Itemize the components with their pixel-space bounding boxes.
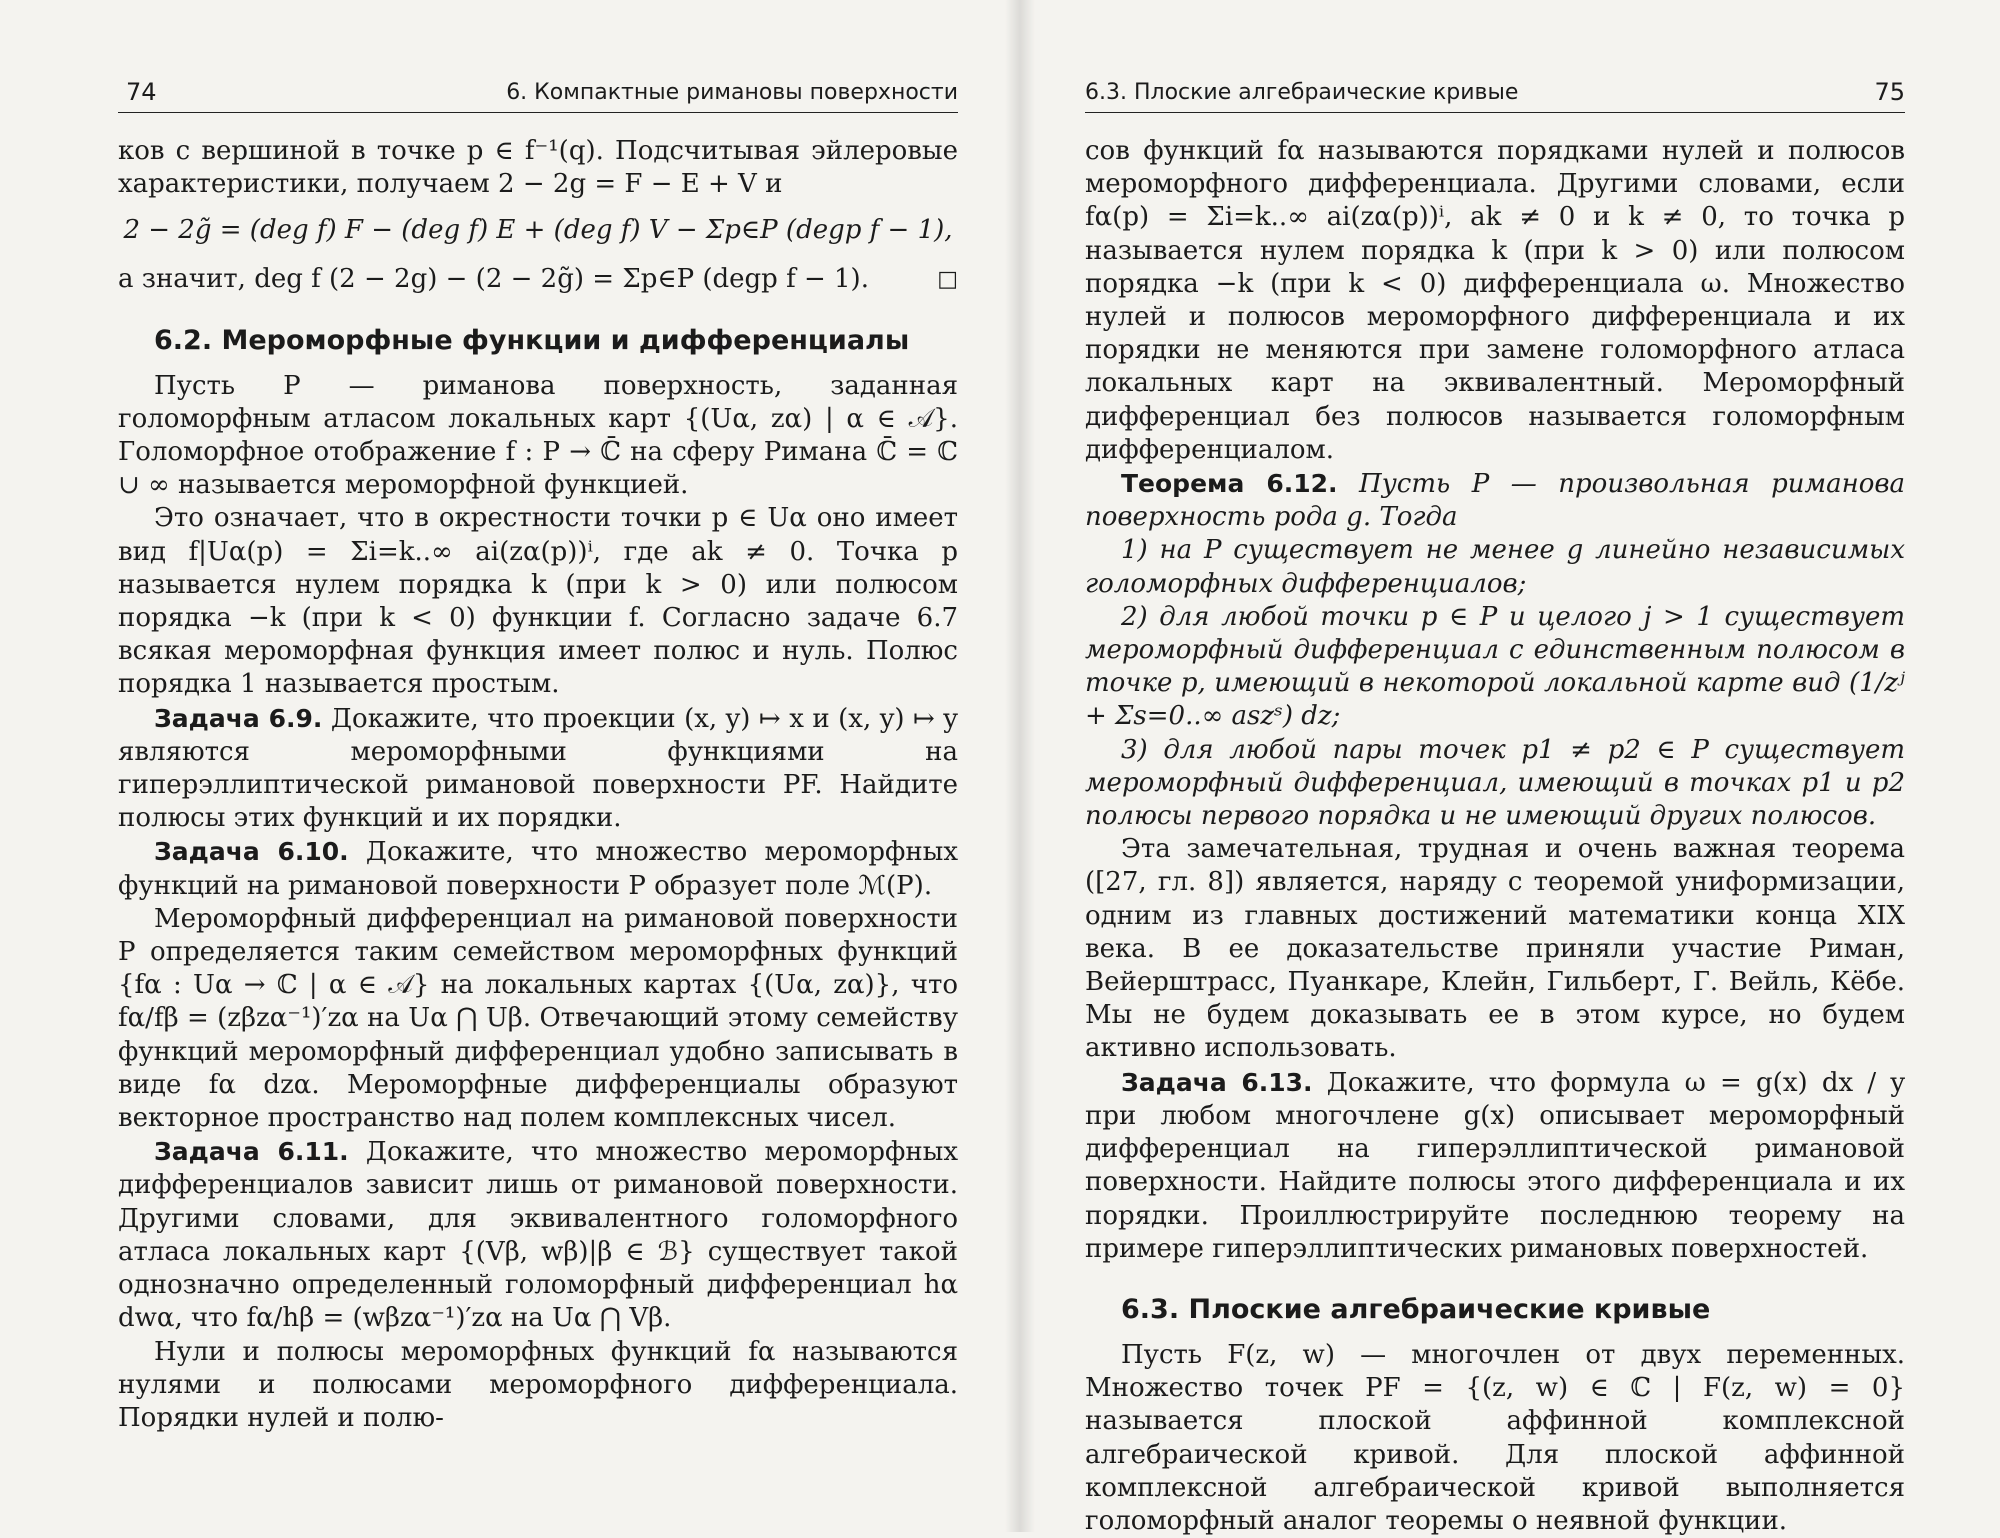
euler-formula: 2 − 2g̃ = (deg f) F − (deg f) E + (deg f) V − Σp∈P (degp f − 1), bbox=[123, 215, 953, 246]
right-page-number: 75 bbox=[1874, 78, 1905, 106]
page-gutter bbox=[1005, 0, 1035, 1532]
theorem-item-2: 2) для любой точки p ∈ P и целого j > 1 существует мероморфный дифференциал с единственным полюсом в точке p, имеющий в некоторой локальной карте вид (1/zʲ + Σs=0..∞ aszˢ) dz; bbox=[1085, 601, 1905, 732]
theorem-intro: Пусть P — произвольная риманова поверхность рода g. Тогда bbox=[1085, 469, 1905, 533]
theorem-item-3: 3) для любой пары точек p1 ≠ p2 ∈ P существует мероморфный дифференциал, имеющий в точках p1 и p2 полюсы первого порядка и не имеющий других полюсов. bbox=[1085, 734, 1905, 832]
paragraph-meromorphic-differential: Мероморфный дифференциал на римановой поверхности P определяется таким семейством мероморфных функций {fα : Uα → ℂ | α ∈ 𝒜} на локальных картах {(Uα, zα)}, что fα/fβ = (zβzα⁻¹)′zα на Uα ⋂ Uβ. Отвечающий этому семейству функций мероморфный дифференциал удобно записывать в виде fα dzα. Мероморфные дифференциалы образуют векторное пространство над полем комплексных чисел. bbox=[118, 903, 958, 1134]
task-label: Задача 6.11. bbox=[154, 1137, 349, 1167]
left-header-title: 6. Компактные римановы поверхности bbox=[506, 80, 958, 105]
task-6-13 bbox=[1085, 1066, 1905, 1266]
paragraph-zeros-poles: Нули и полюсы мероморфных функций fα называются нулями и полюсами мероморфного дифференциала. Порядки нулей и полю- bbox=[118, 1336, 958, 1433]
section-heading-6-3: 6.3. Плоские алгебраические кривые bbox=[1121, 1293, 1711, 1325]
left-para-continuation: ков с вершиной в точке p ∈ f⁻¹(q). Подсчитывая эйлеровые характеристики, получаем 2 − 2g = F − E + V и bbox=[118, 136, 958, 200]
qed-symbol: □ bbox=[937, 267, 958, 293]
task-text: Докажите, что множество мероморфных дифференциалов зависит лишь от римановой поверхности. Другими словами, для эквивалентного голоморфного атласа локальных карт {(Vβ, wβ)|β ∈ ℬ} существует такой однозначно определенный голоморфный дифференциал hα dwα, что fα/hβ = (wβzα⁻¹)′zα на Uα ⋂ Vβ. bbox=[118, 1137, 958, 1334]
right-page bbox=[1085, 0, 1906, 1536]
conclusion-text: а значит, deg f (2 − 2g) − (2 − 2g̃) = Σp∈P (degp f − 1). bbox=[118, 264, 869, 295]
theorem-6-12 bbox=[1085, 467, 1905, 534]
task-text: Докажите, что множество мероморфных функций на римановой поверхности P образует поле ℳ(P). bbox=[118, 837, 958, 901]
paragraph-plane-curves: Пусть F(z, w) — многочлен от двух переменных. Множество точек PF = {(z, w) ∈ ℂ | F(z, w) = 0} называется плоской аффинной комплексной алгебраической кривой. Для плоской аффинной комплексной алгебраической кривой выполняется голоморфный аналог теоремы о неявной функции. bbox=[1085, 1339, 1905, 1536]
left-body bbox=[118, 135, 958, 1435]
task-text: Докажите, что формула ω = g(x) dx / y при любом многочлене g(x) описывает мероморфный дифференциал на гиперэллиптической римановой поверхности. Найдите полюсы этого дифференциала и их порядки. Проиллюстрируйте последнюю теорему на примере гиперэллиптических римановых поверхностей. bbox=[1085, 1067, 1906, 1264]
paragraph-history: Эта замечательная, трудная и очень важная теорема ([27, гл. 8]) является, наряду с теоремой униформизации, одним из главных достижений математики конца XIX века. В ее доказательстве приняли участие Риман, Вейерштрасс, Пуанкаре, Клейн, Гильберт, Г. Вейль, Кёбе. Мы не будем доказывать ее в этом курсе, но будем активно использовать. bbox=[1085, 834, 1905, 1064]
section-heading-6-2: 6.2. Мероморфные функции и дифференциалы bbox=[154, 324, 910, 356]
task-6-11 bbox=[118, 1135, 958, 1335]
task-label: Задача 6.9. bbox=[154, 703, 323, 733]
paragraph-definition: Пусть P — риманова поверхность, заданная голоморфным атласом локальных карт {(Uα, zα) | α ∈ 𝒜}. Голоморфное отображение f : P → ℂ̄ на сферу Римана ℂ̄ = ℂ ∪ ∞ называется мероморфной функцией. bbox=[118, 370, 958, 501]
left-page-number: 74 bbox=[126, 78, 157, 106]
paragraph-orders: сов функций fα называются порядками нулей и полюсов мероморфного дифференциала. Другими словами, если fα(p) = Σi=k..∞ ai(zα(p))ⁱ, ak ≠ 0 и k ≠ 0, то точка p называется нулем порядка k (при k > 0) или полюсом порядка −k (при k < 0) дифференциала ω. Множество нулей и полюсов мероморфного дифференциала и их порядки не меняются при замене голоморфного атласа локальных карт на эквивалентный. Мероморфный дифференциал без полюсов называется голоморфным дифференциалом. bbox=[1085, 136, 1905, 465]
right-header-title: 6.3. Плоские алгебраические кривые bbox=[1085, 80, 1519, 105]
left-page bbox=[118, 0, 958, 1532]
paragraph-local-form: Это означает, что в окрестности точки p ∈ Uα оно имеет вид f|Uα(p) = Σi=k..∞ ai(zα(p))ⁱ, где ak ≠ 0. Точка p называется нулем порядка k (при k > 0) или полюсом порядка −k (при k < 0) функции f. Согласно задаче 6.7 всякая мероморфная функция имеет полюс и нуль. Полюс порядка 1 называется простым. bbox=[118, 503, 958, 700]
task-text: Докажите, что проекции (x, y) ↦ x и (x, y) ↦ y являются мероморфными функциями на гиперэллиптической римановой поверхности PF. Найдите полюсы этих функций и их порядки. bbox=[118, 703, 958, 834]
right-body bbox=[1085, 135, 1905, 1538]
task-6-9 bbox=[118, 702, 958, 836]
left-running-header bbox=[118, 72, 958, 113]
theorem-item-1: 1) на P существует не менее g линейно независимых голоморфных дифференциалов; bbox=[1085, 535, 1905, 599]
task-label: Задача 6.10. bbox=[154, 837, 349, 867]
task-6-10 bbox=[118, 835, 958, 902]
theorem-label: Теорема 6.12. bbox=[1121, 469, 1338, 499]
task-label: Задача 6.13. bbox=[1121, 1067, 1313, 1097]
right-running-header bbox=[1085, 72, 1905, 113]
conclusion-line bbox=[118, 263, 958, 296]
